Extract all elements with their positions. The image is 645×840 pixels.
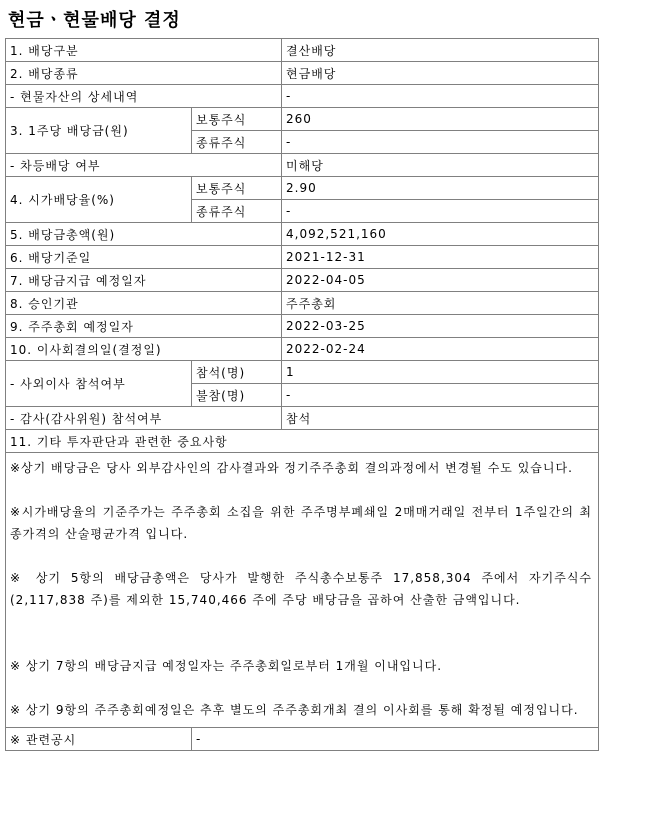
row-dividend-kind — [6, 62, 599, 85]
sub-value-common: 260 — [282, 108, 599, 131]
row-related-disclosure — [6, 728, 599, 751]
row-value: 2022-03-25 — [282, 315, 599, 338]
sub-label-absent: 불참(명) — [192, 384, 282, 407]
row-value: 참석 — [282, 407, 599, 430]
row-board-resolution-date — [6, 338, 599, 361]
note-paragraph: ※시가배당율의 기준주가는 주주총회 소집을 위한 주주명부폐쇄일 2매매거래일 전부터 1주일간의 최종가격의 산술평균가격 입니다. — [10, 505, 593, 541]
row-label: 1. 배당구분 — [6, 39, 282, 62]
row-payment-date — [6, 269, 599, 292]
row-value: 주주총회 — [282, 292, 599, 315]
sub-label-present: 참석(명) — [192, 361, 282, 384]
row-label: - 감사(감사위원) 참석여부 — [6, 407, 282, 430]
row-label: 6. 배당기준일 — [6, 246, 282, 269]
row-label: - 사외이사 참석여부 — [6, 361, 192, 407]
row-label: 9. 주주총회 예정일자 — [6, 315, 282, 338]
row-value: 현금배당 — [282, 62, 599, 85]
row-in-kind-asset-details — [6, 85, 599, 108]
row-label: 11. 기타 투자판단과 관련한 중요사항 — [6, 430, 599, 453]
row-dividend-per-share — [6, 108, 599, 131]
row-label: - 현물자산의 상세내역 — [6, 85, 282, 108]
note-paragraph: ※ 상기 7항의 배당금지급 예정일자는 주주총회일로부터 1개월 이내입니다. — [10, 659, 443, 673]
row-value: - — [282, 85, 599, 108]
sub-value-preferred: - — [282, 200, 599, 223]
row-value: 결산배당 — [282, 39, 599, 62]
sub-label-preferred: 종류주식 — [192, 131, 282, 154]
row-label: ※ 관련공시 — [6, 728, 192, 751]
row-label: - 차등배당 여부 — [6, 154, 282, 177]
sub-label-common: 보통주식 — [192, 108, 282, 131]
notes-cell — [6, 453, 599, 728]
row-value: 2022-04-05 — [282, 269, 599, 292]
note-paragraph: ※상기 배당금은 당사 외부감사인의 감사결과와 정기주주총회 결의과정에서 변경될 수도 있습니다. — [10, 461, 573, 475]
row-differential-dividend — [6, 154, 599, 177]
row-dividend-yield — [6, 177, 599, 200]
dividend-disclosure-table — [5, 38, 599, 751]
row-label: 10. 이사회결의일(결정일) — [6, 338, 282, 361]
row-auditor-attendance — [6, 407, 599, 430]
note-paragraph: ※ 상기 9항의 주주총회예정일은 추후 별도의 주주총회개최 결의 이사회를 통해 확정될 예정입니다. — [10, 703, 579, 717]
row-label: 5. 배당금총액(원) — [6, 223, 282, 246]
sub-value-preferred: - — [282, 131, 599, 154]
row-other-matters-header — [6, 430, 599, 453]
row-value: 2021-12-31 — [282, 246, 599, 269]
row-value: 미해당 — [282, 154, 599, 177]
page-title: 현금ㆍ현물배당 결정 — [8, 10, 181, 31]
sub-value-common: 2.90 — [282, 177, 599, 200]
row-value: 2022-02-24 — [282, 338, 599, 361]
row-label: 7. 배당금지급 예정일자 — [6, 269, 282, 292]
row-label: 3. 1주당 배당금(원) — [6, 108, 192, 154]
sub-label-common: 보통주식 — [192, 177, 282, 200]
row-dividend-type — [6, 39, 599, 62]
row-value: - — [192, 728, 599, 751]
row-approval-body — [6, 292, 599, 315]
sub-value-absent: - — [282, 384, 599, 407]
sub-value-present: 1 — [282, 361, 599, 384]
row-label: 4. 시가배당율(%) — [6, 177, 192, 223]
row-total-dividend — [6, 223, 599, 246]
row-record-date — [6, 246, 599, 269]
row-agm-date — [6, 315, 599, 338]
note-paragraph: ※ 상기 5항의 배당금총액은 당사가 발행한 주식총수보통주 17,858,304 주에서 자기주식수(2,117,838 주)를 제외한 15,740,466 주에 주당 배당금을 곱하여 산출한 금액입니다. — [10, 571, 593, 607]
row-value: 4,092,521,160 — [282, 223, 599, 246]
row-label: 8. 승인기관 — [6, 292, 282, 315]
sub-label-preferred: 종류주식 — [192, 200, 282, 223]
row-label: 2. 배당종류 — [6, 62, 282, 85]
row-outside-director-attendance — [6, 361, 599, 384]
row-other-matters-notes — [6, 453, 599, 728]
